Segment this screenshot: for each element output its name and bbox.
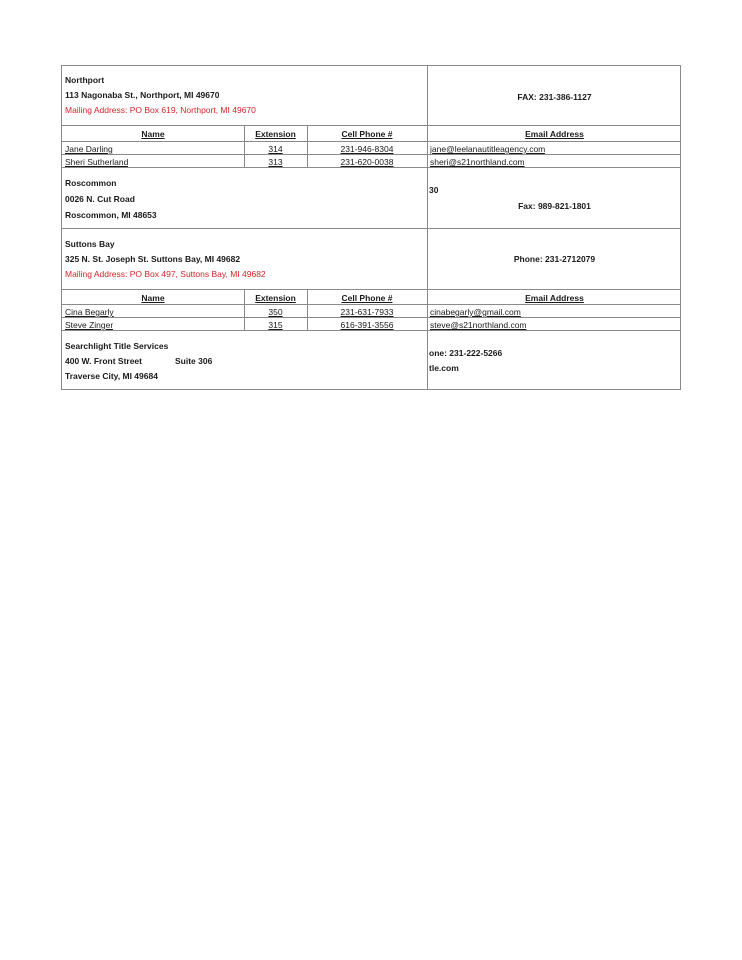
row-divider	[62, 330, 680, 331]
staff-ext: 313	[268, 157, 283, 167]
suttons-bay-phone: Phone: 231-2712079	[513, 254, 596, 264]
row-divider	[62, 228, 680, 229]
roscommon-name: Roscommon	[65, 178, 117, 188]
office-directory-table	[61, 65, 681, 390]
header-name: Name	[141, 293, 165, 303]
header-cell-phone: Cell Phone #	[341, 129, 393, 139]
header-extension: Extension	[255, 129, 296, 139]
staff-ext: 314	[268, 144, 283, 154]
northport-fax: FAX: 231-386-1127	[517, 92, 592, 102]
staff-name: Jane Darling	[65, 144, 113, 154]
staff-email[interactable]: steve@s21northland.com	[430, 320, 527, 330]
searchlight-name: Searchlight Title Services	[65, 341, 169, 351]
staff-email[interactable]: jane@leelanautitleagency.com	[430, 144, 546, 154]
staff-name: Cina Begarly	[65, 307, 114, 317]
roscommon-address: 0026 N. Cut Road	[65, 194, 135, 204]
header-email: Email Address	[525, 293, 584, 303]
staff-name: Steve Zinger	[65, 320, 114, 330]
roscommon-fax: Fax: 989-821-1801	[518, 201, 591, 211]
suttons-bay-mailing: Mailing Address: PO Box 497, Suttons Bay, MI 49682	[65, 269, 266, 279]
header-name: Name	[141, 129, 165, 139]
searchlight-suite: Suite 306	[175, 356, 213, 366]
roscommon-phone: 30	[429, 185, 439, 195]
searchlight-street: 400 W. Front Street	[65, 356, 142, 366]
staff-cell: 231-631-7933	[340, 307, 394, 317]
staff-email[interactable]: sheri@s21northland.com	[430, 157, 525, 167]
searchlight-phone: one: 231-222-5266	[429, 348, 503, 358]
staff-email[interactable]: cinabegarly@gmail.com	[430, 307, 521, 317]
staff-ext: 350	[268, 307, 283, 317]
suttons-bay-address: 325 N. St. Joseph St. Suttons Bay, MI 49682	[65, 254, 241, 264]
header-email: Email Address	[525, 129, 584, 139]
row-divider	[62, 289, 680, 290]
staff-cell: 231-946-8304	[340, 144, 394, 154]
row-divider	[62, 125, 680, 126]
staff-cell: 616-391-3556	[340, 320, 394, 330]
staff-ext: 315	[268, 320, 283, 330]
staff-name: Sheri Sutherland	[65, 157, 129, 167]
searchlight-web: tle.com	[429, 363, 459, 373]
header-cell-phone: Cell Phone #	[341, 293, 393, 303]
searchlight-city: Traverse City, MI 49684	[65, 371, 158, 381]
northport-name: Northport	[65, 75, 105, 85]
roscommon-city: Roscommon, MI 48653	[65, 210, 157, 220]
northport-address: 113 Nagonaba St., Northport, MI 49670	[65, 90, 220, 100]
staff-cell: 231-620-0038	[340, 157, 394, 167]
row-divider	[62, 167, 680, 168]
header-extension: Extension	[255, 293, 296, 303]
suttons-bay-name: Suttons Bay	[65, 239, 115, 249]
northport-mailing: Mailing Address: PO Box 619, Northport, MI 49670	[65, 105, 256, 115]
